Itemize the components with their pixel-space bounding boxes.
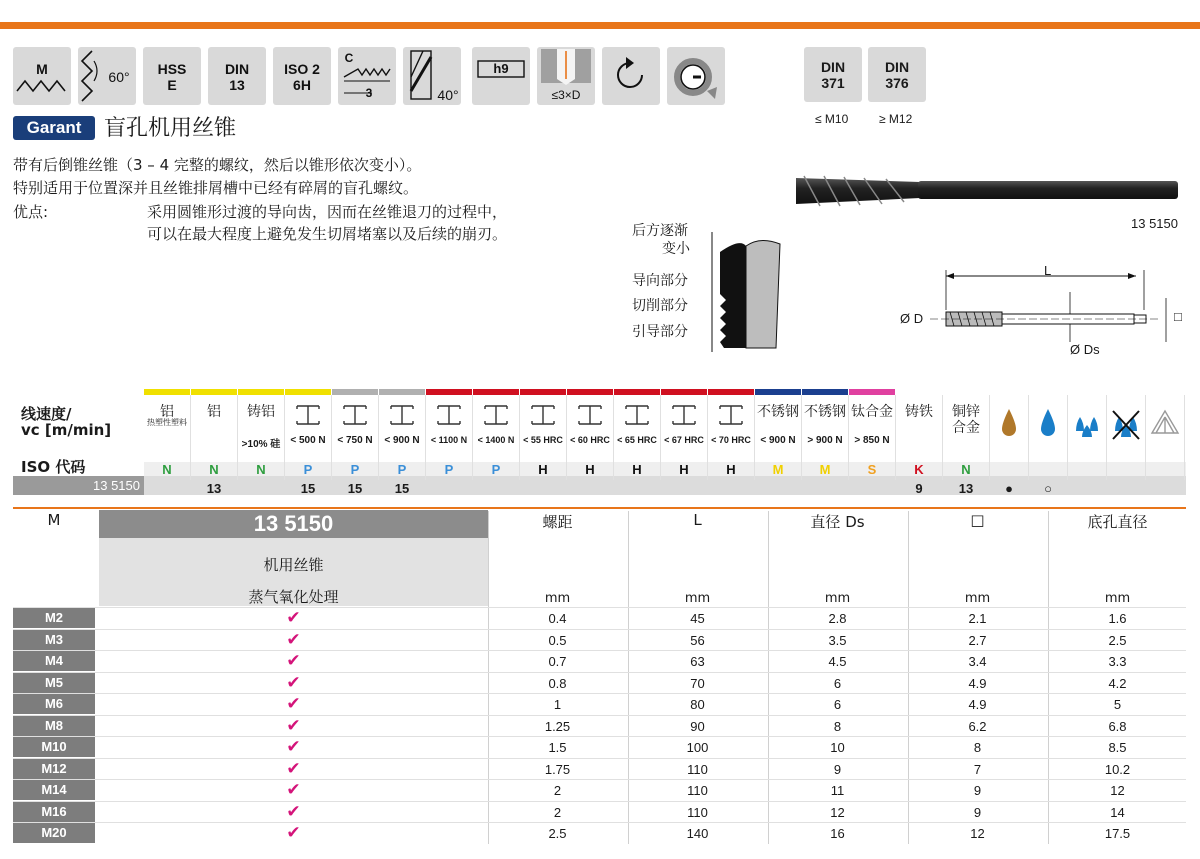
product-number-header [99,510,488,538]
availability-check: ✔ [286,823,301,843]
col-header [768,511,906,611]
material-column [144,395,191,480]
material-label: 铝 [160,403,174,419]
cell-ds: 6 [768,673,906,694]
cell-ds: 3.5 [768,630,906,651]
part-number-label: 13 5150 [13,476,144,495]
dry-icon [1107,405,1146,445]
description-line-1: 带有后倒锥丝锥（3 – 4 完整的螺纹，然后以锥形依次变小）。 [13,156,422,174]
thread-size: M2 [13,608,95,628]
steel-profile-icon [577,403,603,427]
material-label: 铝 [207,403,221,419]
thread-size: M10 [13,737,95,757]
coolant-column [1107,395,1146,480]
cell-pitch: 1.5 [488,737,626,758]
coolant-suitability: ● [1005,481,1013,496]
cutting-speed-value: 15 [300,481,316,496]
diagram-label-guide: 导向部分 [632,273,688,289]
material-column [520,395,567,480]
cell-pitch: 0.5 [488,630,626,651]
material-condition: < 750 N [337,435,373,446]
din376-label-1: DIN [884,59,910,75]
cell-sq: 9 [908,780,1046,801]
coolant-column [1029,395,1068,496]
table-row [13,672,1186,694]
cell-pitch: 0.4 [488,608,626,629]
material-condition: < 70 HRC [711,435,751,445]
material-table-header [13,389,144,493]
material-condition: < 1400 N [477,435,515,445]
din371-label-2: 371 [821,75,845,91]
availability-check: ✔ [286,672,301,693]
cell-sq: 9 [908,802,1046,823]
material-column [849,395,896,480]
cell-sq: 6.2 [908,716,1046,737]
angle-icon [78,47,136,105]
material-label: 钛合金 [851,403,893,419]
material-column [238,395,285,480]
chamfer-label: C [344,51,354,65]
material-label: 铸铁 [905,403,933,419]
cell-l: 110 [628,759,766,780]
product-description-cell [99,538,488,606]
coolant-column [1068,395,1107,480]
cell-pitch: 0.7 [488,651,626,672]
helix-icon [403,47,461,105]
speed-gauge-icon [667,47,725,105]
availability-check: ✔ [286,694,301,714]
air-icon [1146,405,1185,445]
col-unit: mm [544,591,571,606]
iso-code: P [350,462,360,477]
material-condition: >10% 硅 [241,439,281,450]
din376-badge [868,47,926,102]
material-column [943,395,990,496]
material-column [614,395,661,480]
col-header-label: □ [970,511,985,529]
din371-note: ≤ M10 [815,112,849,126]
din13-label-1: DIN [224,61,250,77]
cell-bore: 10.2 [1048,759,1186,780]
material-column [755,395,802,480]
table-row [13,629,1186,651]
material-column [426,395,473,480]
material-condition: < 65 HRC [617,435,657,445]
helix-angle-label: 40° [437,87,459,103]
cell-ds: 11 [768,780,906,801]
col-header-m: M [47,511,61,529]
cell-l: 90 [628,716,766,737]
cutting-speed-value: 15 [394,481,410,496]
thread-size: M20 [13,823,95,843]
material-condition: > 850 N [854,435,890,446]
cell-l: 110 [628,780,766,801]
cutting-speed-value: 15 [347,481,363,496]
material-label: 不锈钢 [757,403,799,419]
cell-ds: 10 [768,737,906,758]
material-condition: < 67 HRC [664,435,704,445]
material-column [708,395,755,480]
brand-logo: Garant [13,116,95,140]
table-row [13,779,1186,801]
col-unit: mm [964,591,991,606]
col-header-label: 直径 Ds [810,513,865,531]
cell-ds: 8 [768,716,906,737]
availability-check: ✔ [286,715,301,736]
tolerance-icon [273,47,331,105]
material-column [473,395,520,480]
thread-size: M16 [13,802,95,822]
iso-code: P [303,462,313,477]
table-row [13,715,1186,737]
steel-profile-icon [436,403,462,427]
thread-type-label: M [36,61,48,77]
cell-pitch: 1.25 [488,716,626,737]
diagram-label-cutting: 切削部分 [632,298,688,314]
steel-profile-icon [389,403,415,427]
material-label-1: HSS [157,61,187,77]
material-label: 铸铝 [247,403,275,419]
col-header-label: L [693,511,702,529]
material-column [896,395,943,496]
cell-pitch: 1 [488,694,626,715]
iso-code: H [538,462,548,477]
iso-code: H [726,462,736,477]
dim-shank-diameter-label: Ø Ds [1070,342,1100,357]
cell-bore: 3.3 [1048,651,1186,672]
material-label-2: E [167,77,177,93]
cutting-speed-value: 13 [206,481,222,496]
cell-sq: 12 [908,823,1046,844]
thread-size: M6 [13,694,95,714]
cutting-speed-value: 9 [915,481,923,496]
cutting-speed-value: 13 [958,481,974,496]
cell-l: 63 [628,651,766,672]
availability-check: ✔ [286,758,301,779]
cell-sq: 4.9 [908,694,1046,715]
iso-code: M [772,462,784,477]
material-condition: > 900 N [807,435,843,446]
water-drop-icon [1029,405,1068,445]
cell-sq: 4.9 [908,673,1046,694]
page-title: 盲孔机用丝锥 [104,116,237,141]
cell-l: 140 [628,823,766,844]
iso-code: N [209,462,219,477]
cell-ds: 16 [768,823,906,844]
material-column [567,395,614,480]
cell-bore: 12 [1048,780,1186,801]
cell-bore: 2.5 [1048,630,1186,651]
material-label: 铜锌 [952,403,980,419]
blind-hole-depth-icon [537,47,595,105]
material-column [802,395,849,480]
material-condition: < 900 N [760,435,796,446]
cell-l: 70 [628,673,766,694]
steel-profile-icon [342,403,368,427]
iso-code: K [914,462,924,477]
product-number-label: 13 5150 [253,511,334,536]
cell-ds: 12 [768,802,906,823]
cell-ds: 4.5 [768,651,906,672]
cell-pitch: 2 [488,802,626,823]
iso-code: N [162,462,172,477]
cell-sq: 8 [908,737,1046,758]
cell-sq: 2.7 [908,630,1046,651]
rotation-icon [602,47,660,105]
spray-icon [1068,405,1107,445]
size-table-top-rule [13,507,1186,509]
din371-label-1: DIN [820,59,846,75]
angle-label: 60° [108,69,130,85]
material-column [661,395,708,480]
advantage-label: 优点: [13,203,49,221]
thread-size: M14 [13,780,95,800]
diagram-label-lead: 引导部分 [632,324,688,340]
din13-label-2: 13 [229,77,245,93]
steel-profile-icon [530,403,556,427]
cell-bore: 14 [1048,802,1186,823]
speed-title: 线速度/ [21,405,72,423]
thread-size: M8 [13,716,95,736]
cell-sq: 3.4 [908,651,1046,672]
material-sublabel: 热塑性塑料 [147,418,187,427]
product-name: 机用丝锥 [263,556,324,574]
material-icon [143,47,201,105]
steel-profile-icon [718,403,744,427]
cell-pitch: 2.5 [488,823,626,844]
table-row [13,822,1186,844]
iso-code: H [585,462,595,477]
cell-l: 100 [628,737,766,758]
thread-size: M3 [13,630,95,650]
col-header-label: 螺距 [542,513,573,531]
cell-l: 110 [628,802,766,823]
diagram-label-taper-2: 变小 [662,241,690,257]
iso-code: H [679,462,689,477]
shank-tolerance-label: h9 [493,61,509,76]
material-condition: < 60 HRC [570,435,610,445]
dim-diameter-label: Ø D [900,311,924,326]
col-header [1048,511,1186,611]
material-column [332,395,379,496]
din376-note: ≥ M12 [879,112,913,126]
table-row [13,736,1186,758]
iso-code: N [961,462,971,477]
table-row [13,758,1186,780]
coolant-column [990,395,1029,496]
cell-bore: 4.2 [1048,673,1186,694]
cell-sq: 2.1 [908,608,1046,629]
material-condition: < 1100 N [430,435,468,445]
din13-icon [208,47,266,105]
steel-profile-icon [624,403,650,427]
cell-l: 56 [628,630,766,651]
col-unit: mm [684,591,711,606]
dim-square-label: □ [1174,309,1182,324]
iso-code: M [819,462,831,477]
oil-drop-icon [990,405,1029,445]
thread-type-icon [13,47,71,105]
cell-bore: 1.6 [1048,608,1186,629]
chamfer-icon [338,47,396,105]
material-condition: < 900 N [384,435,420,446]
material-column [191,395,238,496]
advantage-line-1: 采用圆锥形过渡的导向齿，因而在丝锥退刀的过程中， [147,203,508,221]
top-accent-bar [0,22,1200,29]
thread-size: M4 [13,651,95,671]
cell-l: 45 [628,608,766,629]
cell-ds: 9 [768,759,906,780]
availability-check: ✔ [286,629,301,650]
material-condition: < 500 N [290,435,326,446]
cell-ds: 6 [768,694,906,715]
cell-pitch: 1.75 [488,759,626,780]
steel-profile-icon [483,403,509,427]
cell-pitch: 2 [488,780,626,801]
chamfer-value: 3 [365,86,373,100]
iso-code: S [867,462,877,477]
col-header [908,511,1046,611]
availability-check: ✔ [286,608,301,628]
material-condition: < 55 HRC [523,435,563,445]
col-header [488,511,626,611]
table-row [13,693,1186,715]
material-column [285,395,332,496]
diagram-label-taper: 后方逐渐 [632,223,688,239]
col-header [628,511,766,611]
steel-profile-icon [295,403,321,427]
din376-label-2: 376 [885,75,909,91]
material-label: 不锈钢 [804,403,846,419]
tolerance-label-2: 6H [293,77,311,93]
cell-bore: 5 [1048,694,1186,715]
cell-bore: 8.5 [1048,737,1186,758]
material-sublabel: 合金 [952,419,980,435]
availability-check: ✔ [286,651,301,671]
cell-ds: 2.8 [768,608,906,629]
material-column [379,395,426,496]
iso-code: H [632,462,642,477]
thread-size: M5 [13,673,95,693]
coolant-column [1146,395,1185,480]
tap-image [790,160,1190,220]
availability-check: ✔ [286,780,301,800]
cell-l: 80 [628,694,766,715]
availability-check: ✔ [286,801,301,822]
shank-tolerance-icon [472,47,530,105]
speed-subtitle: vc [m/min] [21,421,112,439]
iso-code: P [397,462,407,477]
iso-code: P [444,462,454,477]
availability-check: ✔ [286,737,301,757]
col-unit: mm [824,591,851,606]
depth-label: ≤3×D [551,88,581,102]
advantage-line-2: 可以在最大程度上避免发生切屑堵塞以及后续的崩刃。 [147,225,508,243]
steel-profile-icon [671,403,697,427]
cell-pitch: 0.8 [488,673,626,694]
description-line-2: 特别适用于位置深并且丝锥排屑槽中已经有碎屑的盲孔螺纹。 [13,179,419,197]
table-row [13,650,1186,672]
iso-code: N [256,462,266,477]
thread-size: M12 [13,759,95,779]
table-row [13,801,1186,823]
col-header-label: 底孔直径 [1087,513,1148,531]
din371-badge [804,47,862,102]
tolerance-label-1: ISO 2 [284,61,320,77]
table-row [13,607,1186,629]
dim-length-label: L [1044,263,1052,278]
coolant-suitability: ○ [1044,481,1052,496]
cell-bore: 6.8 [1048,716,1186,737]
tap-section-diagram [700,232,790,354]
cell-bore: 17.5 [1048,823,1186,844]
iso-code-label: ISO 代码 [21,458,86,476]
col-unit: mm [1104,591,1131,606]
iso-code: P [491,462,501,477]
product-finish: 蒸气氧化处理 [248,588,339,606]
cell-sq: 7 [908,759,1046,780]
tool-number: 13 5150 [1131,216,1178,231]
